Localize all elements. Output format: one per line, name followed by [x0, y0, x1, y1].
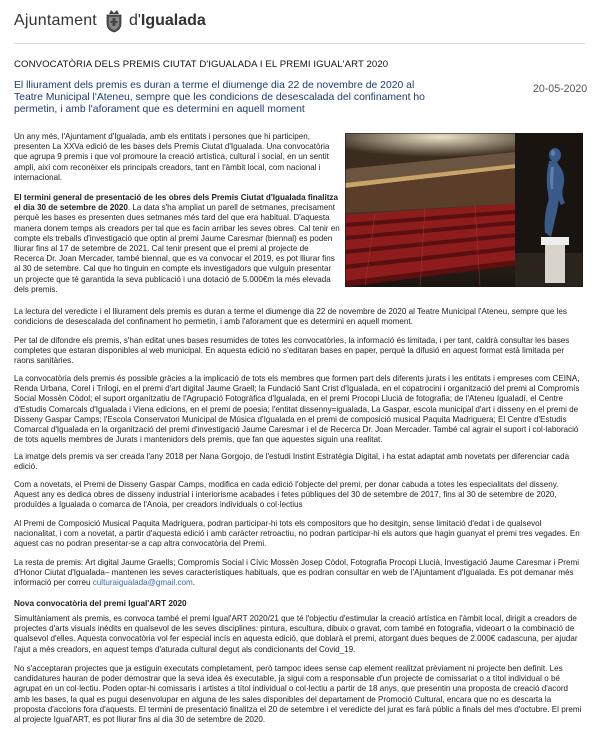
brand-name-left[interactable]: Ajuntament [14, 12, 97, 29]
publication-date: 20-05-2020 [533, 83, 588, 95]
header-divider [14, 43, 585, 44]
deadline-paragraph [14, 193, 340, 295]
lead-paragraph: El lliurament dels premis es duran a terme el diumenge dia 22 de novembre de 2020 al Teatre Municipal l'Ateneu, sempre que les condicions de desescalada del confinament ho permetin, i amb l'aforament que es determini en aquell moment [14, 80, 425, 116]
igualart-heading: Nova convocatòria del premi Igual'ART 2020 [14, 599, 187, 608]
brand-prefix: d' [128, 12, 141, 29]
ceremony-paragraph: La lectura del veredicte i el lliurament dels premis es duran a terme el diumenge dia 22 de novembre de 2020 al Teatre Municipal l'Ateneu, sempre que les condicions de desescalada del confinament ho permetin, i amb l'aforament que es determini en aquell moment. [14, 307, 567, 327]
projects-paragraph: No s'acceptaran projectes que ja estiguin executats completament, però tampoc idees sense cap element realitzat prèviament ni projecte ben definit. Les candidatures hauran de poder demostrar que la seva idea és executable, ja sigui com a responsable d'un projecte de comissariat o a títol individual o bé agrupat en un col·lectiu. Poden optar-hi comissaris i artistes a títol individual o col·lectiu a partir de 18 anys, que presentin una proposta de creació d'acord amb les bases, la qual es pugui desenvolupar en alguna de les sales disponibles del departament de Promoció Cultural, encara que no es descarta la proposta d'accions fora d'aquests. El termini de presentació finalitza el 20 de setembre i el veredicte del jurat es farà públic a finals del mes d'octubre. El premi al projecte Igual'ART, es pot lliurar fins al dia 30 de setembre de 2020. [14, 664, 582, 725]
theater-photo-illustration [345, 133, 583, 287]
contact-email-link[interactable]: culturaigualada@gmail.com [92, 578, 193, 588]
theater-photo [345, 133, 583, 287]
other-prizes-text: La resta de premis: Art digital Jaume Graells; Compromís Social i Cívic Mossèn Josep Còdol, Fotografia Procopi Llucià, Investigació Jaume Caresmar i Premi d'Honor Ciutat d'Igualada– mantenen les seves característiques habituals, que es podran consultar en web de l'Ajuntament d'Igualada. Es pot demanar més informació per correu [14, 558, 579, 588]
deadline-paragraph-bold: El termini general de presentació de les obres dels Premis Ciutat d'Igualada finalitza el dia 30 de setembre de 2020 [14, 193, 338, 213]
brand-name-right[interactable] [129, 12, 206, 30]
other-prizes-paragraph [14, 558, 582, 589]
music-prize-paragraph: Al Premi de Composició Musical Paquita Madriguera, podran participar-hi tots els compositors que ho desitgin, sense limitació d'edat i de qualsevol nacionalitat, i com a novetat, a partir d'aquesta edició i amb caràcter retroactiu, no podran participar-hi els autors que hagin guanyat el premi tres vegades. En aquest cas no podran presentar-se a cap altra convocatòria del Premi. [14, 519, 580, 549]
intro-paragraph: Un any més, l'Ajuntament d'Igualada, amb els entitats i persones que hi participen, presenten La XXVa edició de les bases dels Premis Ciutat d'Igualada. Una convocatòria que agrupa 9 premis i que vol promoure la creació artística, cultural i social, en un sentit ampli, així com reconèixer els principals creadors, tant en l'àmbit local, com nacional i internacional. [14, 132, 330, 182]
bases-paragraph: Per tal de difondre els premis, s'han editat unes bases resumides de totes les convocatòries, la informació és limitada, i per tant, caldrà consultar les bases completes que estaran disponibles al web municipal. En aquesta edició no s'editaran bases en paper, perquè la difusió en aquest format està limitada per raons sanitàries. [14, 336, 570, 366]
design-prize-paragraph: Com a novetats, el Premi de Disseny Gaspar Camps, modifica en cada edició l'objecte del premi, per donar cabuda a totes les especialitats del disseny. Aquest any es dedica obres de disseny industrial i interiorisme acabades i fetes públiques del 30 de setembre de 2017, fins al 30 de setembre de 2020, produïdes a Igualada o comarca de l'Anoia, per creadors individuals o col·lectius [14, 480, 559, 510]
site-header [14, 8, 206, 34]
city-crest-icon[interactable] [103, 9, 125, 33]
brand-city: Igualada [140, 12, 206, 29]
other-prizes-end: . [192, 578, 195, 588]
deadline-paragraph-rest: . La data s'ha ampliat un parell de setmanes, precisament perquè les bases es presenten dues setmanes més tard del que era habitual. D'aquesta manera donem temps als creadors per tal que es facin arribar les seves obres. Cal tenir en compte els treballs d'investigació que optin al premi Jaume Caresmar (biennal) es poden lliurar fins al 17 de setembre de 2021. Cal tenir present que el premi al projecte de Recerca Dr. Joan Mercader, també biennal, que es va convocar el 2019, es pot lliurar fins al 30 de setembre. Cal que ho tinguin en compte els investigadors que vulguin presentar un projecte que té garantida la seva publicació i una dotació de 5.000€m la més elevada dels premis. [14, 203, 340, 294]
igualart-paragraph: Simultàniament als premis, es convoca també el premi Igual'ART 2020/21 que té l'objectiu d'estimular la creació artística en l'àmbit local, dirigit a creadors de projectes d'arts visuals inèdits en qualsevol de les seves disciplines: pintura, escultura, dibuix o gravat, com també en fotografia, videoart o la combinació de qualsevol d'elles. Aquesta convocatòria vol fer especial incís en aquesta edició, que doblarà el premi, atorgant dues beques de 2.000€ cadascuna, per ajudar l'ajut a més creadors, en aquest temps d'aturada cultural degut als condicionants del Covid_19. [14, 614, 578, 654]
image-credit-paragraph: La imatge dels premis va ser creada l'any 2018 per Nana Gorgojo, de l'estudi Instint Estratègia Digital, i ha estat adaptat amb novetats per diferenciar cada edició. [14, 452, 570, 472]
sponsors-paragraph: La convocatòria dels premis és possible gràcies a la implicació de tots els membres que formen part dels diferents jurats i les entitats i empreses com CEINA, Renda Urbana, Corel i Trilogi, en el premi d'art digital Jaume Graell; la Fundació Sant Crist d'Igualada, en el copatrocini i organització del premi al Compromís Social Mossèn Còdol; el suport organitzatiu de l'Agrupació Fotogràfica d'Igualada, en el premi Procopi Llucià de fotografia; de l'Ateneu Igualadí, el Centre d'Estudis Comarcals d'Igualada i Viena edicions, en el premi de poesia; l'entitat dissenny=igualada, La Gaspar, escola municipal d'art i disseny en el premi de Disseny Gaspar Camps; l'Escola Conservatori Municipal de Música d'Igualada en el premi de composició musical Paquita Madriguera; El Centre d'Estudis Comarcal d'Igualada en la organització del premi d'investigació Jaume Caresmar i el de Recerca Dr. Joan Mercader. També cal agrair el suport i col·laboració de tots aquells membres de Jurats i mantenidors dels premis, que fan que aquestes siguin una realitat. [14, 374, 580, 445]
page-title: CONVOCATÒRIA DELS PREMIS CIUTAT D'IGUALADA I EL PREMI IGUAL'ART 2020 [14, 59, 389, 70]
